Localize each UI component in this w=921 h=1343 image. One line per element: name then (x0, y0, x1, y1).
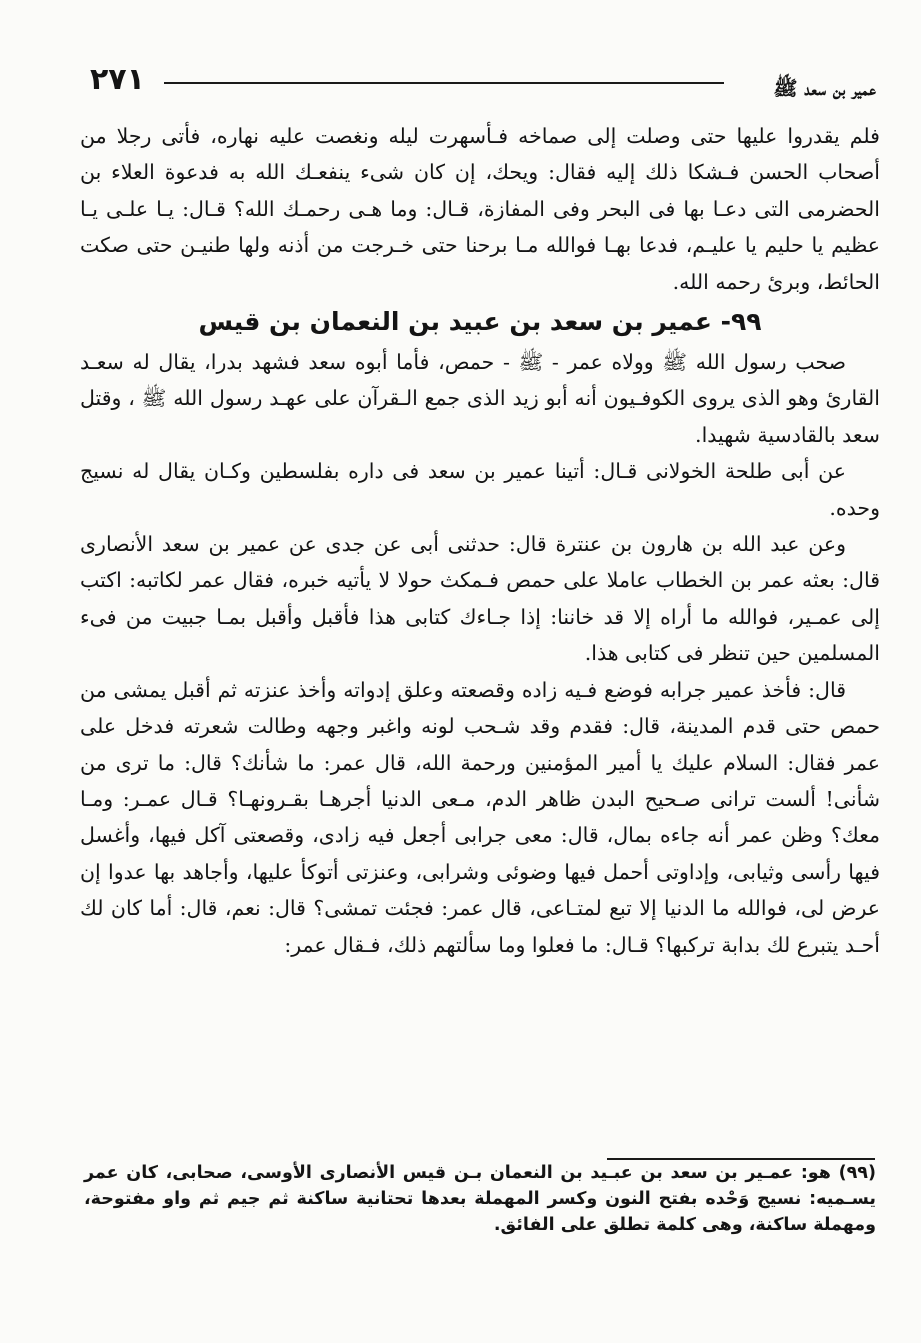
paragraph-5: قال: فأخذ عمير جرابه فوضع فـيه زاده وقصعته وعلق إدواته وأخذ عنزته ثم أقبل يمشى من حمص حتى قدم المدينة، قال: فقدم وقد شـحب لونه واغبر وجهه وطالت شعرته فدخل على عمر فقال: السلام عليك يا أمير المؤمنين ورحمة الله، قال عمر: ما شأنك؟ قال: ما ترى من شأنى! ألست ترانى صـحيح البدن ظاهر الدم، مـعى الدنيا أجرهـا بقـرونهـا؟ قـال عمـر: ومـا معك؟ وظن عمر أنه جاءه بمال، قال: معى جرابى أجعل فيه زادى، وقصعتى آكل فيها، وأغسل فيها رأسى وثيابى، وإداوتى أحمل فيها وضوئى وشرابى، وعنزتى أتوكأ عليها، وأجاهد بها عدوا إن عرض لى، فوالله ما الدنيا إلا تبع لمتـاعى، قال عمر: فجئت تمشى؟ قال: نعم، قال: أما كان لك أحـد يتبرع لك بدابة تركبها؟ قـال: ما فعلوا وما سألتهم ذلك، فـقال عمر: (80, 677, 880, 957)
paragraph-1: فلم يقدروا عليها حتى وصلت إلى صماخه فـأسهرت ليله ونغصت عليه نهاره، فأتى رجلا من أصحاب الحسن فـشكا ذلك إليه فقال: ويحك، إن كان شىء ينفعـك الله به فدعوة العلاء بن الحضرمى التى دعـا بها فى البحر وفى المفازة، قـال: وما هـى رحمـك الله؟ قـال: يـا علـى يـا عظيم يا حليم يا عليـم، فدعا بهـا فوالله مـا برحنا حتى خـرجت من أذنه ولها طنيـن حتى صكت الحائط، وبرئ رحمه الله. (80, 124, 880, 294)
running-head: عمير بن سعد ﷺ (773, 76, 876, 100)
paragraph-3: عن أبى طلحة الخولانى قـال: أتينا عمير بن سعد فى داره بفلسطين وكـان يقال له نسيج وحده. (80, 459, 880, 520)
page-number: ٢٧١ (90, 62, 145, 97)
page-header (86, 62, 876, 108)
main-text (80, 118, 880, 963)
header-rule (164, 82, 724, 84)
footnote (84, 1160, 876, 1238)
section-heading: ٩٩- عمير بن سعد بن عبيد بن النعمان بن قيس (198, 307, 762, 337)
paragraph-4: وعن عبد الله بن هارون بن عنترة قال: حدثنى أبى عن جدى عن عمير بن سعد الأنصارى قال: بعثه عمر بن الخطاب عاملا على حمص فـمكث حولا لا يأتيه خبره، فقال عمر لكاتبه: اكتب إلى عمـير، فوالله ما أراه إلا قد خاننا: إذا جـاءك كتابى هذا فأقبل وأقبل بمـا جبيت من فىء المسلمين حين تنظر فى كتابى هذا. (80, 532, 880, 666)
paragraph-2: صحب رسول الله ﷺ وولاه عمر - ﷺ - حمص، فأما أبوه سعد فشهد بدرا، يقال له سعـد القارئ وهو الذى يروى الكوفـيون أنه أبو زيد الذى جمع الـقرآن على عهـد رسول الله ﷺ ، وقتل سعد بالقادسية شهيدا. (80, 350, 880, 447)
footnote-text: (٩٩) هو: عمـير بن سعد بن عبـيد بن النعمان بـن قيس الأنصارى الأوسى، صحابى، كان عمر يسـميه: نسيج وَحْده بفتح النون وكسر المهملة بعدها تحتانية ساكنة ثم جيم ثم واو مفتوحة، ومهملة ساكنة، وهى كلمة تطلق على الفائق. (84, 1163, 876, 1235)
